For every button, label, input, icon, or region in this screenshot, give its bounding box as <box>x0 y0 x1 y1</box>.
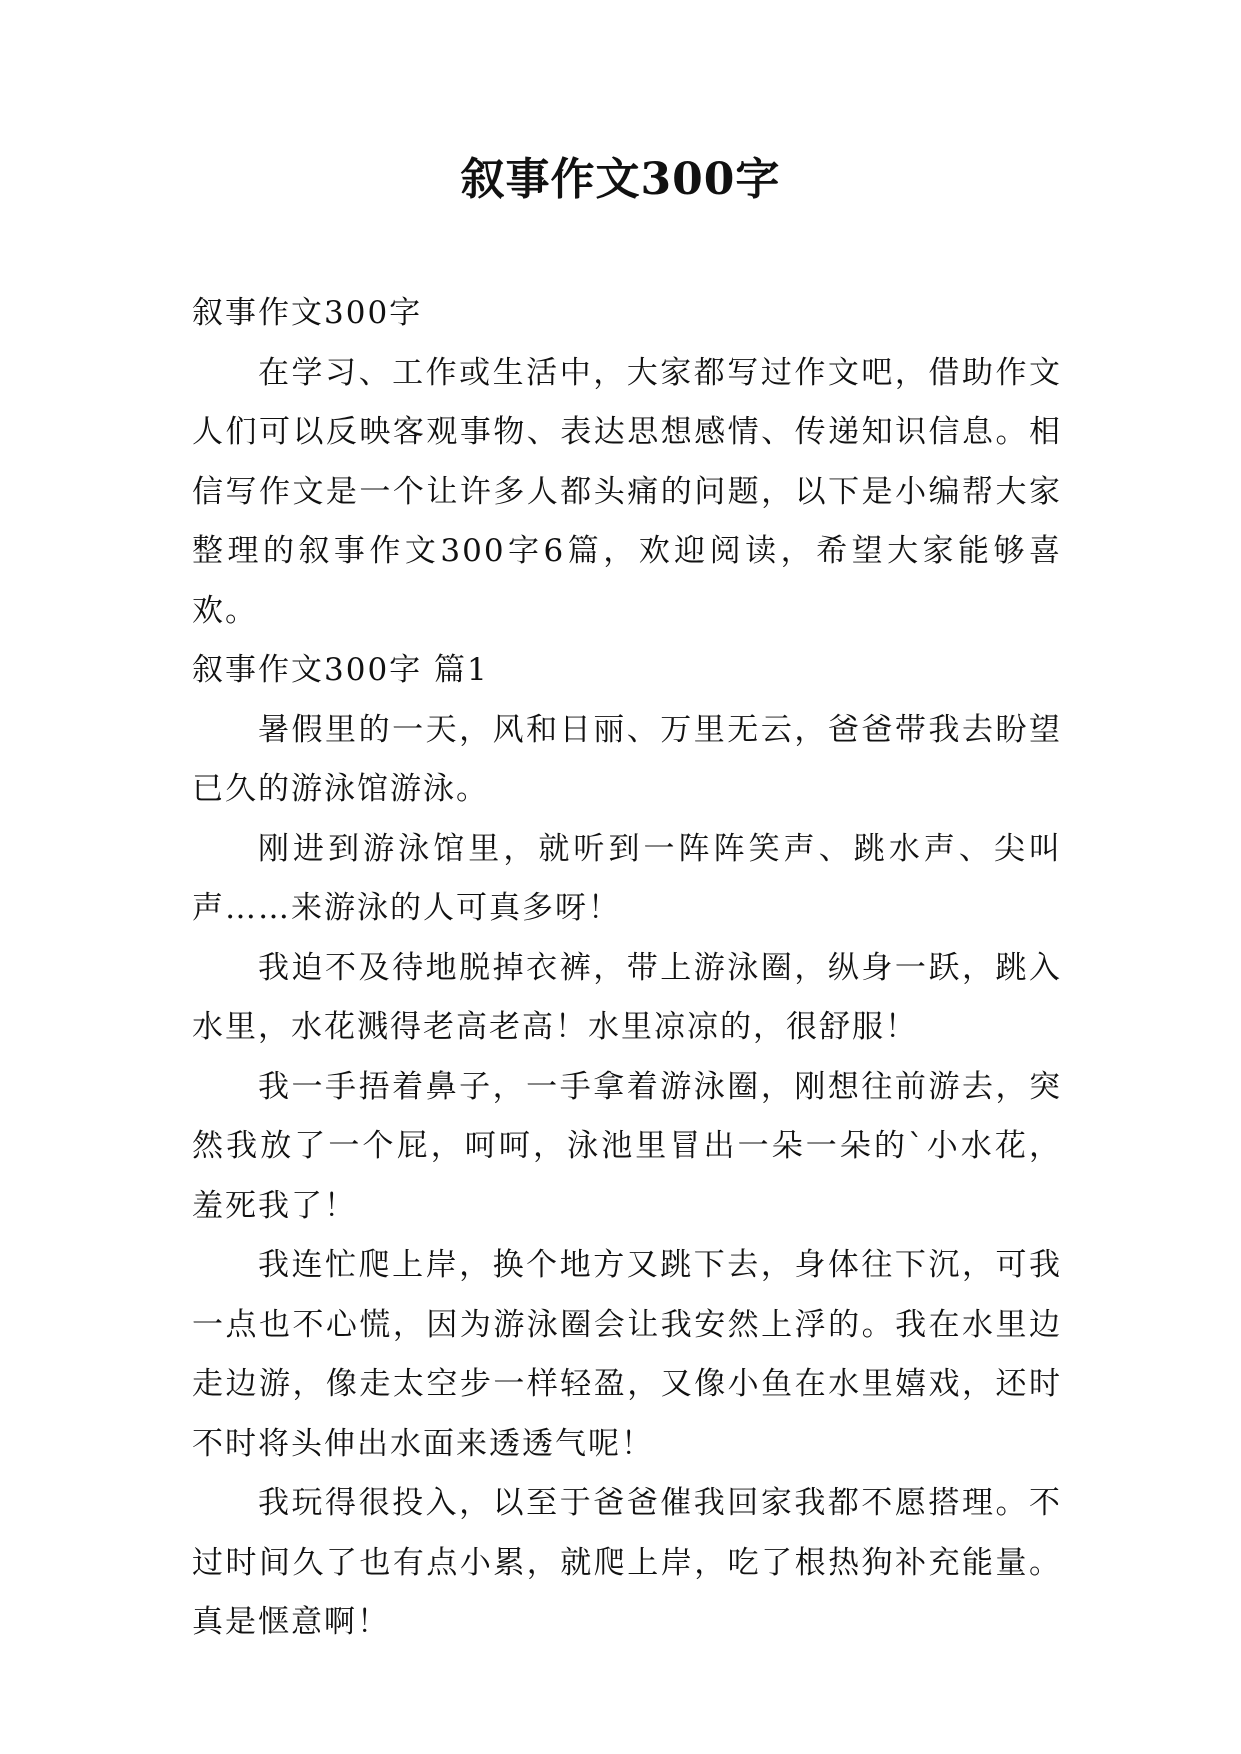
intro-paragraph: 在学习、工作或生活中，大家都写过作文吧，借助作文人们可以反映客观事物、表达思想感情、传递知识信息。相信写作文是一个让许多人都头痛的问题，以下是小编帮大家整理的叙事作文300字6篇，欢迎阅读，希望大家能够喜欢。 <box>192 354 1062 629</box>
body-paragraph: 暑假里的一天，风和日丽、万里无云，爸爸带我去盼望已久的游泳馆游泳。 <box>192 711 1062 807</box>
body-paragraph: 我迫不及待地脱掉衣裤，带上游泳圈，纵身一跃，跳入水里，水花溅得老高老高！水里凉凉的，很舒服！ <box>192 949 1062 1045</box>
document-title: 叙事作文300字 <box>460 154 781 205</box>
section-heading: 叙事作文300字 篇1 <box>192 652 489 688</box>
body-paragraph: 我连忙爬上岸，换个地方又跳下去，身体往下沉，可我一点也不心慌，因为游泳圈会让我安然上浮的。我在水里边走边游，像走太空步一样轻盈，又像小鱼在水里嬉戏，还时不时将头伸出水面来透透气呢！ <box>192 1247 1062 1462</box>
document-body <box>192 284 1062 1653</box>
body-paragraph: 我玩得很投入，以至于爸爸催我回家我都不愿搭理。不过时间久了也有点小累，就爬上岸，吃了根热狗补充能量。真是惬意啊！ <box>192 1485 1062 1640</box>
article-subtitle: 叙事作文300字 <box>192 295 423 331</box>
body-paragraph: 刚进到游泳馆里，就听到一阵阵笑声、跳水声、尖叫声……来游泳的人可真多呀！ <box>192 830 1062 926</box>
body-paragraph: 我一手捂着鼻子，一手拿着游泳圈，刚想往前游去，突然我放了一个屁，呵呵，泳池里冒出一朵一朵的`小水花，羞死我了！ <box>192 1068 1062 1224</box>
